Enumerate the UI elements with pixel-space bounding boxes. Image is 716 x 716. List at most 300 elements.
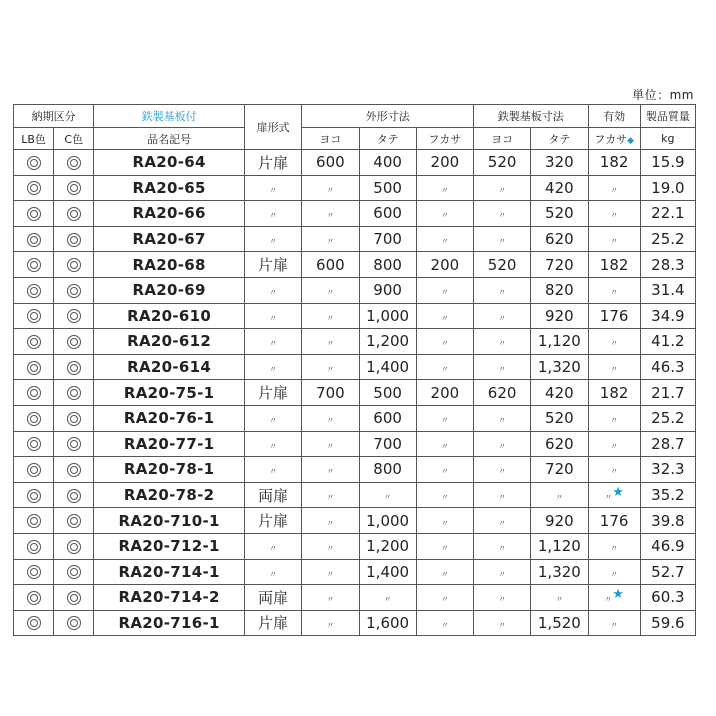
outer-fukasa-cell [416, 431, 473, 457]
lb-availability-cell [14, 277, 54, 303]
weight-cell [640, 610, 695, 636]
double-circle-icon [27, 616, 41, 630]
model-cell: RA20-714-1 [94, 559, 245, 585]
lb-availability-cell [14, 533, 54, 559]
outer-tate-cell [359, 482, 416, 508]
value-text: 1,000 [366, 306, 410, 325]
double-circle-icon [67, 437, 81, 451]
lb-availability-cell [14, 354, 54, 380]
value-text: 600 [316, 153, 345, 172]
header-steel-series: 鉄製基板付 [94, 105, 245, 128]
ditto-mark: 〃 [440, 365, 449, 375]
lb-availability-cell [14, 329, 54, 355]
header-model: 品名記号 [94, 128, 245, 150]
double-circle-icon [27, 514, 41, 528]
value-text: 720 [545, 460, 574, 479]
ditto-mark: 〃 [269, 544, 278, 554]
base-tate-cell [531, 226, 588, 252]
outer-tate-cell [359, 277, 416, 303]
ditto-mark: 〃 [498, 467, 507, 477]
value-text: 520 [487, 255, 517, 274]
c-availability-cell [54, 329, 94, 355]
base-yoko-cell [474, 329, 531, 355]
base-yoko-cell [474, 201, 531, 227]
lb-availability-cell [14, 585, 54, 611]
base-yoko-cell [474, 610, 531, 636]
header-lb-color: LB色 [14, 128, 54, 150]
effective-depth-cell [588, 585, 640, 611]
model-cell: RA20-78-2 [94, 482, 245, 508]
c-availability-cell [54, 252, 94, 278]
value-text: 片扉 [258, 512, 289, 531]
base-tate-cell [531, 277, 588, 303]
double-circle-icon [67, 181, 81, 195]
door-type-cell [245, 277, 302, 303]
effective-depth-cell [588, 226, 640, 252]
double-circle-icon [27, 565, 41, 579]
ditto-mark: 〃 [269, 237, 278, 247]
table-row [14, 175, 696, 201]
c-availability-cell [54, 405, 94, 431]
double-circle-icon [67, 233, 81, 247]
base-yoko-cell [474, 405, 531, 431]
ditto-mark: 〃 [498, 441, 507, 451]
ditto-mark: 〃 [326, 313, 335, 323]
base-yoko-cell [474, 150, 531, 176]
outer-fukasa-cell [416, 175, 473, 201]
ditto-mark: 〃 [498, 211, 507, 221]
value-text: 420 [545, 178, 574, 197]
double-circle-icon [67, 565, 81, 579]
value-text: 320 [545, 153, 574, 172]
base-tate-cell [531, 482, 588, 508]
outer-fukasa-cell [416, 354, 473, 380]
ditto-mark: 〃 [610, 620, 619, 630]
outer-yoko-cell [302, 457, 359, 483]
door-type-cell [245, 175, 302, 201]
double-circle-icon [27, 437, 41, 451]
ditto-mark: 〃 [555, 493, 564, 503]
double-circle-icon [67, 489, 81, 503]
door-type-cell [245, 559, 302, 585]
header-base-yoko: ヨコ [474, 128, 531, 150]
outer-tate-cell [359, 610, 416, 636]
value-text: 520 [545, 409, 574, 428]
ditto-mark: 〃 [440, 339, 449, 349]
value-text: 920 [545, 511, 574, 530]
table-row [14, 610, 696, 636]
ditto-mark: 〃 [555, 595, 564, 605]
ditto-mark: 〃 [498, 416, 507, 426]
weight-cell [640, 226, 695, 252]
base-yoko-cell [474, 303, 531, 329]
value-text: 片扉 [258, 614, 289, 633]
ditto-mark: 〃 [498, 595, 507, 605]
ditto-mark: 〃 [610, 544, 619, 554]
outer-tate-cell [359, 175, 416, 201]
model-cell: RA20-76-1 [94, 405, 245, 431]
ditto-mark: 〃 [326, 467, 335, 477]
value-text: 両扉 [258, 486, 289, 505]
ditto-mark: 〃 [440, 544, 449, 554]
value-text: 15.9 [651, 153, 685, 172]
ditto-mark: 〃 [604, 493, 613, 503]
value-text: 46.3 [651, 358, 685, 377]
base-yoko-cell [474, 380, 531, 406]
weight-cell [640, 277, 695, 303]
weight-cell [640, 533, 695, 559]
outer-tate-cell [359, 585, 416, 611]
outer-yoko-cell [302, 610, 359, 636]
value-text: 200 [430, 383, 460, 402]
door-type-cell [245, 508, 302, 534]
outer-yoko-cell [302, 431, 359, 457]
weight-cell [640, 559, 695, 585]
outer-yoko-cell [302, 533, 359, 559]
lb-availability-cell [14, 201, 54, 227]
outer-tate-cell [359, 150, 416, 176]
model-cell: RA20-612 [94, 329, 245, 355]
table-row [14, 405, 696, 431]
c-availability-cell [54, 354, 94, 380]
model-cell: RA20-714-2 [94, 585, 245, 611]
value-text: 1,520 [537, 613, 581, 632]
value-text: 46.9 [651, 537, 685, 556]
outer-fukasa-cell [416, 610, 473, 636]
door-type-cell [245, 482, 302, 508]
spec-table [13, 104, 696, 636]
weight-cell [640, 201, 695, 227]
weight-cell [640, 431, 695, 457]
double-circle-icon [67, 616, 81, 630]
ditto-mark: 〃 [440, 416, 449, 426]
outer-fukasa-cell [416, 303, 473, 329]
outer-tate-cell [359, 457, 416, 483]
base-tate-cell [531, 354, 588, 380]
table-row [14, 585, 696, 611]
c-availability-cell [54, 482, 94, 508]
ditto-mark: 〃 [498, 185, 507, 195]
double-circle-icon [67, 386, 81, 400]
header-c-color: C色 [54, 128, 94, 150]
model-cell: RA20-712-1 [94, 533, 245, 559]
value-text: 176 [599, 306, 629, 325]
ditto-mark: 〃 [326, 365, 335, 375]
lb-availability-cell [14, 559, 54, 585]
c-availability-cell [54, 175, 94, 201]
outer-yoko-cell [302, 252, 359, 278]
star-icon: ★ [612, 587, 624, 603]
base-yoko-cell [474, 533, 531, 559]
door-type-cell [245, 354, 302, 380]
table-row [14, 431, 696, 457]
lb-availability-cell [14, 482, 54, 508]
value-text: 700 [316, 383, 345, 402]
base-yoko-cell [474, 252, 531, 278]
value-text: 32.3 [651, 460, 685, 479]
outer-yoko-cell [302, 405, 359, 431]
diamond-icon: ◆ [627, 135, 635, 146]
door-type-cell [245, 533, 302, 559]
double-circle-icon [67, 207, 81, 221]
value-text: 182 [599, 153, 629, 172]
weight-cell [640, 303, 695, 329]
lb-availability-cell [14, 380, 54, 406]
c-availability-cell [54, 457, 94, 483]
c-availability-cell [54, 508, 94, 534]
weight-cell [640, 585, 695, 611]
model-cell: RA20-67 [94, 226, 245, 252]
base-tate-cell [531, 508, 588, 534]
double-circle-icon [67, 412, 81, 426]
lb-availability-cell [14, 431, 54, 457]
base-tate-cell [531, 150, 588, 176]
unit-label: 単位：mm [632, 88, 694, 102]
outer-tate-cell [359, 533, 416, 559]
ditto-mark: 〃 [440, 288, 449, 298]
double-circle-icon [27, 156, 41, 170]
outer-yoko-cell [302, 559, 359, 585]
value-text: 1,120 [537, 537, 581, 556]
door-type-cell [245, 610, 302, 636]
value-text: 片扉 [258, 153, 289, 172]
model-cell: RA20-78-1 [94, 457, 245, 483]
value-text: 52.7 [651, 562, 685, 581]
base-tate-cell [531, 585, 588, 611]
ditto-mark: 〃 [498, 237, 507, 247]
value-text: 176 [599, 511, 629, 530]
value-text: 600 [373, 204, 402, 223]
model-cell: RA20-66 [94, 201, 245, 227]
base-tate-cell [531, 405, 588, 431]
outer-fukasa-cell [416, 457, 473, 483]
value-text: 500 [373, 383, 402, 402]
model-cell: RA20-75-1 [94, 380, 245, 406]
value-text: 59.6 [651, 613, 685, 632]
table-row [14, 354, 696, 380]
ditto-mark: 〃 [498, 365, 507, 375]
ditto-mark: 〃 [269, 339, 278, 349]
door-type-cell [245, 405, 302, 431]
outer-yoko-cell [302, 354, 359, 380]
ditto-mark: 〃 [326, 416, 335, 426]
outer-yoko-cell [302, 508, 359, 534]
double-circle-icon [27, 309, 41, 323]
ditto-mark: 〃 [269, 313, 278, 323]
base-yoko-cell [474, 226, 531, 252]
base-yoko-cell [474, 457, 531, 483]
outer-tate-cell [359, 201, 416, 227]
door-type-cell [245, 150, 302, 176]
outer-fukasa-cell [416, 252, 473, 278]
outer-tate-cell [359, 431, 416, 457]
model-cell: RA20-610 [94, 303, 245, 329]
value-text: 900 [373, 281, 402, 300]
table-row [14, 277, 696, 303]
double-circle-icon [27, 540, 41, 554]
model-cell: RA20-64 [94, 150, 245, 176]
double-circle-icon [27, 489, 41, 503]
value-text: 35.2 [651, 486, 685, 505]
door-type-cell [245, 329, 302, 355]
ditto-mark: 〃 [269, 467, 278, 477]
value-text: 25.2 [651, 409, 685, 428]
value-text: 800 [373, 255, 402, 274]
ditto-mark: 〃 [269, 288, 278, 298]
ditto-mark: 〃 [610, 185, 619, 195]
header-delivery: 納期区分 [14, 105, 94, 128]
header-effective-sub: フカサ [594, 132, 628, 146]
ditto-mark: 〃 [498, 313, 507, 323]
effective-depth-cell [588, 252, 640, 278]
double-circle-icon [67, 463, 81, 477]
ditto-mark: 〃 [326, 211, 335, 221]
lb-availability-cell [14, 226, 54, 252]
double-circle-icon [27, 335, 41, 349]
header-base-tate: タテ [531, 128, 588, 150]
weight-cell [640, 329, 695, 355]
base-tate-cell [531, 533, 588, 559]
ditto-mark: 〃 [498, 518, 507, 528]
header-tate: タテ [359, 128, 416, 150]
outer-tate-cell [359, 303, 416, 329]
model-cell: RA20-69 [94, 277, 245, 303]
double-circle-icon [67, 361, 81, 375]
ditto-mark: 〃 [326, 620, 335, 630]
effective-depth-cell [588, 431, 640, 457]
value-text: 820 [545, 281, 574, 300]
outer-fukasa-cell [416, 329, 473, 355]
value-text: 920 [545, 306, 574, 325]
base-tate-cell [531, 610, 588, 636]
weight-cell [640, 405, 695, 431]
ditto-mark: 〃 [440, 569, 449, 579]
value-text: 620 [487, 383, 517, 402]
value-text: 25.2 [651, 230, 685, 249]
header-door-type: 扉形式 [245, 105, 302, 150]
base-yoko-cell [474, 585, 531, 611]
header-outer-dimensions: 外形寸法 [302, 105, 474, 128]
ditto-mark: 〃 [326, 569, 335, 579]
double-circle-icon [67, 514, 81, 528]
model-cell: RA20-68 [94, 252, 245, 278]
c-availability-cell [54, 610, 94, 636]
ditto-mark: 〃 [498, 493, 507, 503]
lb-availability-cell [14, 303, 54, 329]
ditto-mark: 〃 [440, 237, 449, 247]
ditto-mark: 〃 [269, 416, 278, 426]
value-text: 520 [487, 153, 517, 172]
c-availability-cell [54, 380, 94, 406]
value-text: 600 [373, 409, 402, 428]
table-row [14, 508, 696, 534]
value-text: 182 [599, 255, 629, 274]
effective-depth-cell [588, 457, 640, 483]
value-text: 620 [545, 230, 574, 249]
value-text: 1,120 [537, 332, 581, 351]
outer-fukasa-cell [416, 482, 473, 508]
ditto-mark: 〃 [440, 467, 449, 477]
ditto-mark: 〃 [498, 288, 507, 298]
ditto-mark: 〃 [610, 211, 619, 221]
model-cell: RA20-65 [94, 175, 245, 201]
value-text: 1,320 [537, 562, 581, 581]
base-yoko-cell [474, 508, 531, 534]
ditto-mark: 〃 [604, 595, 613, 605]
c-availability-cell [54, 533, 94, 559]
table-row [14, 559, 696, 585]
lb-availability-cell [14, 508, 54, 534]
outer-tate-cell [359, 405, 416, 431]
base-tate-cell [531, 303, 588, 329]
value-text: 200 [430, 255, 460, 274]
ditto-mark: 〃 [326, 518, 335, 528]
effective-depth-cell [588, 303, 640, 329]
double-circle-icon [67, 156, 81, 170]
value-text: 1,000 [366, 511, 410, 530]
outer-yoko-cell [302, 277, 359, 303]
double-circle-icon [27, 258, 41, 272]
base-tate-cell [531, 559, 588, 585]
ditto-mark: 〃 [610, 441, 619, 451]
c-availability-cell [54, 585, 94, 611]
outer-fukasa-cell [416, 533, 473, 559]
value-text: 182 [599, 383, 629, 402]
table-row [14, 150, 696, 176]
double-circle-icon [27, 591, 41, 605]
door-type-cell [245, 201, 302, 227]
effective-depth-cell [588, 610, 640, 636]
weight-cell [640, 380, 695, 406]
outer-yoko-cell [302, 150, 359, 176]
effective-depth-cell [588, 150, 640, 176]
value-text: 28.3 [651, 255, 685, 274]
lb-availability-cell [14, 610, 54, 636]
outer-tate-cell [359, 559, 416, 585]
table-row [14, 226, 696, 252]
value-text: 両扉 [258, 588, 289, 607]
table-row [14, 201, 696, 227]
base-tate-cell [531, 201, 588, 227]
double-circle-icon [27, 181, 41, 195]
base-tate-cell [531, 431, 588, 457]
effective-depth-cell [588, 559, 640, 585]
effective-depth-cell [588, 277, 640, 303]
ditto-mark: 〃 [440, 595, 449, 605]
c-availability-cell [54, 201, 94, 227]
ditto-mark: 〃 [326, 493, 335, 503]
double-circle-icon [67, 309, 81, 323]
header-effective-depth [588, 128, 640, 150]
door-type-cell [245, 252, 302, 278]
ditto-mark: 〃 [440, 518, 449, 528]
lb-availability-cell [14, 457, 54, 483]
double-circle-icon [27, 361, 41, 375]
c-availability-cell [54, 431, 94, 457]
base-tate-cell [531, 252, 588, 278]
c-availability-cell [54, 303, 94, 329]
ditto-mark: 〃 [610, 365, 619, 375]
double-circle-icon [67, 258, 81, 272]
value-text: 200 [430, 153, 460, 172]
base-tate-cell [531, 329, 588, 355]
model-cell: RA20-77-1 [94, 431, 245, 457]
ditto-mark: 〃 [440, 620, 449, 630]
lb-availability-cell [14, 405, 54, 431]
outer-yoko-cell [302, 585, 359, 611]
ditto-mark: 〃 [440, 211, 449, 221]
table-row [14, 329, 696, 355]
